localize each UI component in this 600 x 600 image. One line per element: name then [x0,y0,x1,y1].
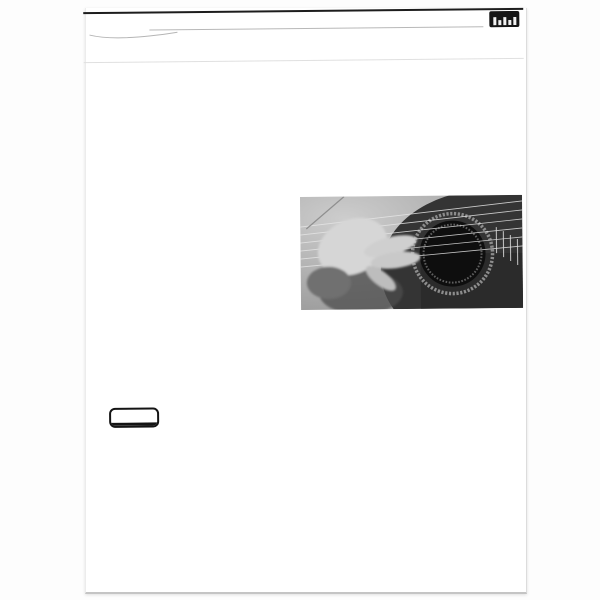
music-staff-exercise-3 [100,534,520,584]
logo-swoosh-icon [89,28,179,43]
guitar-hand-photo [300,195,523,310]
cd-track-badge [109,407,159,427]
publisher-logo-icon [489,11,519,27]
music-staff-example [94,326,339,374]
cd-label [111,422,157,425]
section-intro [87,163,523,167]
photo-caption [301,312,523,314]
page-top-edge [83,8,523,14]
list-item [87,206,291,208]
paragraph-exercises-intro [89,374,525,378]
paragraph-intro-2 [86,103,522,107]
instruction-bullet-list [87,199,291,208]
music-exercise-3 [88,534,528,584]
music-example [94,326,339,374]
title-rule [84,58,524,63]
gitano-logo [87,14,207,41]
list-item [87,206,291,208]
book-page [85,8,527,594]
list-item [87,199,291,201]
paragraph-intro-1 [86,64,522,68]
